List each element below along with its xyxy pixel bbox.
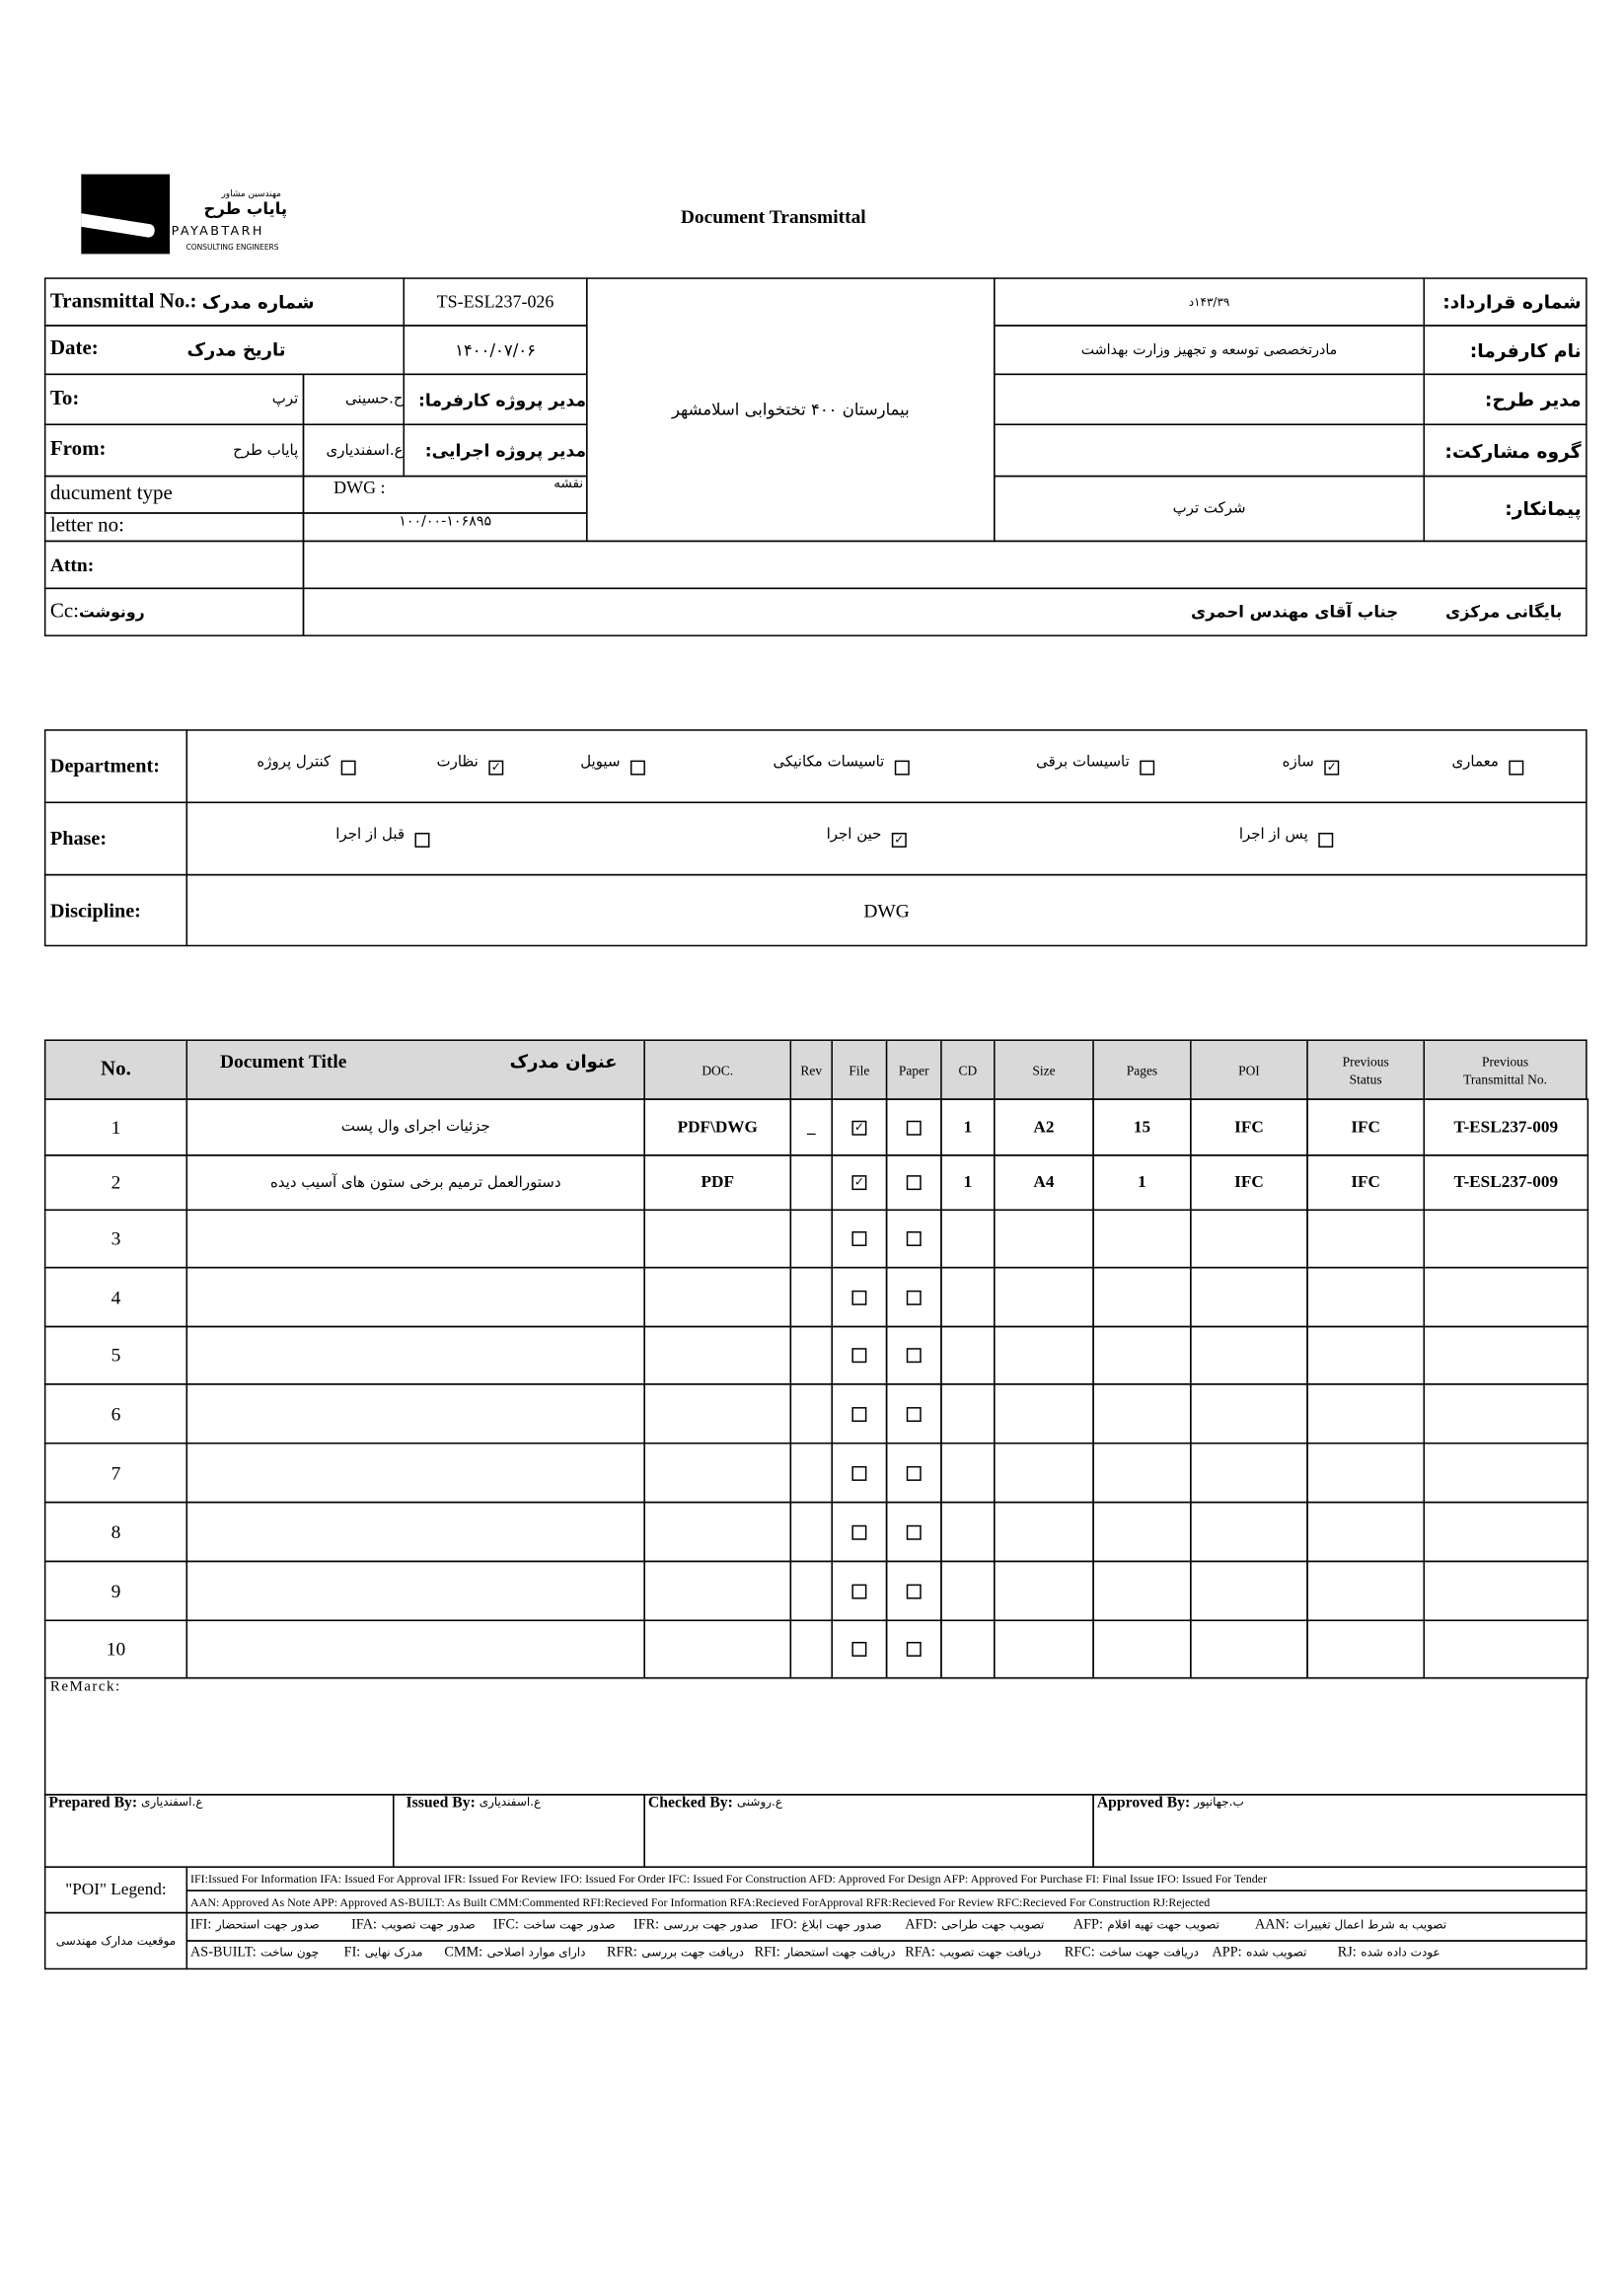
page-title: Document Transmittal: [680, 204, 866, 228]
cell-pages[interactable]: [1092, 1561, 1191, 1621]
cell-size[interactable]: A4: [994, 1154, 1094, 1211]
cell-cd[interactable]: [940, 1620, 995, 1679]
checkbox[interactable]: [851, 1524, 866, 1539]
cell-size[interactable]: [994, 1383, 1094, 1444]
poi-legend-label: "POI" Legend:: [44, 1866, 187, 1913]
cell-poi[interactable]: [1190, 1267, 1308, 1327]
option-label: قبل از اجرا: [335, 826, 406, 844]
cell-poi[interactable]: IFC: [1190, 1098, 1308, 1155]
issued-by: Issued By: ع.اسفندیاری: [393, 1794, 645, 1868]
cell-paper: [886, 1620, 942, 1679]
cell-cd[interactable]: [940, 1267, 995, 1327]
legend-text: صدور جهت استحضار: [215, 1917, 320, 1932]
prepared-by: Prepared By: ع.اسفندیاری: [44, 1794, 395, 1868]
contractor-label: پیمانکار:: [1424, 476, 1587, 542]
cell-poi[interactable]: [1190, 1561, 1308, 1621]
checkbox[interactable]: [851, 1465, 866, 1480]
checkbox[interactable]: [341, 761, 356, 776]
cell-prev-no[interactable]: [1424, 1210, 1589, 1269]
cell-size[interactable]: [994, 1443, 1094, 1503]
transmittal-no-value: TS-ESL237-026: [404, 277, 588, 326]
logo-mark-icon: [81, 175, 170, 255]
cell-prev-no[interactable]: T-ESL237-009: [1424, 1154, 1589, 1211]
checkbox[interactable]: [907, 1348, 922, 1363]
contractor-value: شرکت ترپ: [994, 476, 1425, 542]
approved-by: Approved By: ب.جهانپور: [1092, 1794, 1587, 1868]
cell-no: 10: [44, 1620, 187, 1679]
cell-pages[interactable]: [1092, 1383, 1191, 1444]
project-name: بیمارستان ۴۰۰ تختخوابی اسلامشهر: [586, 277, 996, 542]
legend-text: دریافت جهت تصویب: [939, 1946, 1042, 1960]
legend-text: تصویب به شرط اعمال تغییرات: [1293, 1917, 1447, 1932]
cell-doc[interactable]: [643, 1443, 791, 1503]
cell-paper: [886, 1154, 942, 1211]
cell-cd[interactable]: [940, 1326, 995, 1385]
cell-pages[interactable]: [1092, 1210, 1191, 1269]
cell-no: 6: [44, 1383, 187, 1444]
department-label: Department:: [44, 729, 187, 803]
cell-prev-no[interactable]: [1424, 1561, 1589, 1621]
legend-code: IFR:: [632, 1917, 660, 1933]
to-person: ح.حسینی: [303, 374, 405, 425]
option-label: سیویل: [580, 754, 621, 772]
checkbox[interactable]: ✓: [851, 1175, 866, 1190]
cell-file: [831, 1383, 887, 1444]
cell-size[interactable]: [994, 1267, 1094, 1327]
project-manager-value: [994, 374, 1425, 425]
cell-title[interactable]: [186, 1210, 645, 1269]
cell-prev-status[interactable]: [1306, 1326, 1425, 1385]
cell-title[interactable]: دستورالعمل ترمیم برخی ستون های آسیب دیده: [186, 1154, 645, 1211]
cell-cd[interactable]: 1: [940, 1154, 995, 1211]
cell-no: 5: [44, 1326, 187, 1385]
cell-title[interactable]: [186, 1443, 645, 1503]
header-paper: Paper: [886, 1039, 942, 1099]
checkbox[interactable]: [907, 1120, 922, 1135]
cell-rev[interactable]: [790, 1267, 833, 1327]
legend-entry: [771, 1918, 882, 1933]
cell-prev-status[interactable]: [1306, 1383, 1425, 1444]
checkbox[interactable]: ✓: [851, 1120, 866, 1135]
cell-poi[interactable]: [1190, 1443, 1308, 1503]
cell-file: [831, 1326, 887, 1385]
option-label: پس از اجرا: [1238, 826, 1308, 844]
header-pages: Pages: [1092, 1039, 1191, 1099]
cell-rev[interactable]: [790, 1326, 833, 1385]
discipline-label: Discipline:: [44, 874, 187, 946]
cell-doc[interactable]: [643, 1502, 791, 1562]
cell-prev-no[interactable]: [1424, 1326, 1589, 1385]
cell-title[interactable]: [186, 1383, 645, 1444]
checkbox[interactable]: [851, 1348, 866, 1363]
cell-prev-status[interactable]: IFC: [1306, 1098, 1425, 1155]
partner-group-label: گروه مشارکت:: [1424, 423, 1587, 477]
header-previous-transmittal-no: Previous Transmittal No.: [1424, 1039, 1587, 1099]
checkbox[interactable]: [907, 1584, 922, 1598]
partner-group-value: [994, 423, 1425, 477]
document-type-value: DWG : نقشه: [303, 476, 588, 514]
header-rev: Rev: [790, 1039, 833, 1099]
cell-doc[interactable]: [643, 1561, 791, 1621]
legend-code: IFO:: [771, 1917, 797, 1933]
cell-poi[interactable]: [1190, 1383, 1308, 1444]
cell-prev-no[interactable]: [1424, 1620, 1589, 1679]
checkbox[interactable]: [851, 1584, 866, 1598]
cell-poi[interactable]: [1190, 1502, 1308, 1562]
cell-prev-status[interactable]: [1306, 1502, 1425, 1562]
legend-entry: [1065, 1946, 1199, 1961]
checked-by: Checked By: ع.روشنی: [643, 1794, 1093, 1868]
from-label: From: پایاب طرح: [44, 423, 304, 477]
logo-fa-top: مهندسین مشاور: [221, 188, 281, 200]
cell-title[interactable]: [186, 1267, 645, 1327]
checkbox[interactable]: [907, 1290, 922, 1304]
cell-doc[interactable]: [643, 1210, 791, 1269]
from-value: پایاب طرح: [233, 442, 299, 459]
cell-cd[interactable]: [940, 1443, 995, 1503]
legend-entry: [493, 1918, 616, 1933]
legend-code: AFP:: [1072, 1917, 1103, 1933]
cell-cd[interactable]: [940, 1561, 995, 1621]
checkbox[interactable]: [907, 1465, 922, 1480]
cell-doc[interactable]: PDF\DWG: [643, 1098, 791, 1155]
cell-cd[interactable]: 1: [940, 1098, 995, 1155]
cell-rev[interactable]: [790, 1443, 833, 1503]
legend-entry: [351, 1918, 476, 1933]
cell-paper: [886, 1267, 942, 1327]
legend-entry: [1213, 1946, 1307, 1961]
cell-file: [831, 1443, 887, 1503]
letter-no-value: ۱۰۰/۰۰-۱۰۶۸۹۵: [303, 512, 588, 542]
legend-entry: [344, 1946, 423, 1961]
checkbox[interactable]: [851, 1406, 866, 1421]
checkbox[interactable]: ✓: [892, 833, 907, 848]
cell-file: [831, 1620, 887, 1679]
cell-pages[interactable]: [1092, 1502, 1191, 1562]
cell-paper: [886, 1443, 942, 1503]
cell-paper: [886, 1502, 942, 1562]
cell-pages[interactable]: [1092, 1326, 1191, 1385]
header-file: File: [831, 1039, 887, 1099]
legend-text: تصویب جهت تهیه اقلام: [1107, 1917, 1219, 1932]
legend-code: AAN:: [1254, 1917, 1290, 1933]
cell-title[interactable]: [186, 1502, 645, 1562]
cell-rev[interactable]: [790, 1154, 833, 1211]
header-size: Size: [994, 1039, 1094, 1099]
cell-poi[interactable]: [1190, 1326, 1308, 1385]
legend-entry: [444, 1946, 585, 1961]
cell-no: 3: [44, 1210, 187, 1269]
cell-size[interactable]: [994, 1561, 1094, 1621]
legend-code: IFI:: [190, 1917, 212, 1933]
legend-code: RFR:: [607, 1946, 637, 1962]
header-poi: POI: [1190, 1039, 1308, 1099]
phase-label: Phase:: [44, 802, 187, 876]
legend-entry: [190, 1918, 320, 1933]
cell-cd[interactable]: [940, 1502, 995, 1562]
checkbox[interactable]: [907, 1406, 922, 1421]
logo-en-name: PAYABTARH: [171, 224, 264, 240]
to-value: ترپ: [271, 391, 299, 408]
cell-paper: [886, 1561, 942, 1621]
cell-size[interactable]: [994, 1210, 1094, 1269]
checkbox[interactable]: ✓: [1324, 761, 1339, 776]
legend-line-2: AAN: Approved As Note APP: Approved AS-BUILT: As Built CMM:Commented RFI:Recieved For Information RFA:Recieved ForApproval RFR:Recieved For Review RFC:Recieved For Construction RJ:Rejected: [186, 1889, 1587, 1913]
cell-rev[interactable]: [790, 1502, 833, 1562]
cell-file: [831, 1210, 887, 1269]
cell-prev-no[interactable]: [1424, 1443, 1589, 1503]
legend-text: تصویب شده: [1246, 1946, 1307, 1960]
legend-text: تصویب جهت طراحی: [941, 1917, 1045, 1932]
legend-text: مدرک نهایی: [364, 1946, 423, 1960]
cell-no: 7: [44, 1443, 187, 1503]
checkbox[interactable]: [851, 1231, 866, 1246]
legend-entry: [607, 1946, 744, 1961]
to-role-label: مدیر پروژه کارفرما:: [404, 374, 588, 425]
option-label: کنترل پروژه: [257, 754, 332, 772]
legend-code: RFA:: [905, 1946, 935, 1962]
cell-rev[interactable]: [790, 1561, 833, 1621]
cc-value: [303, 588, 1587, 636]
cell-pages[interactable]: [1092, 1443, 1191, 1503]
cell-rev[interactable]: _: [790, 1098, 833, 1155]
cell-doc[interactable]: [643, 1326, 791, 1385]
cell-file: [831, 1502, 887, 1562]
legend-text: دریافت جهت بررسی: [641, 1946, 744, 1960]
cell-prev-status[interactable]: [1306, 1620, 1425, 1679]
cell-no: 2: [44, 1154, 187, 1211]
legend-text: صدور جهت بررسی: [663, 1917, 759, 1932]
checkbox[interactable]: [1318, 833, 1333, 848]
checkbox[interactable]: [851, 1642, 866, 1657]
legend-entry: [755, 1946, 896, 1961]
logo-fa-name: پایاب طرح: [203, 199, 288, 219]
logo-en-sub: CONSULTING ENGINEERS: [185, 243, 279, 253]
legend-line-1: IFI:Issued For Information IFA: Issued For Approval IFR: Issued For Review IFO: Issued For Order IFC: Issued For Construction AFD: Approved For Design AFP: Approved For Purchase FI: Final Issue IFO: Issued For Tender: [186, 1866, 1587, 1890]
cell-doc[interactable]: [643, 1267, 791, 1327]
cell-prev-status[interactable]: [1306, 1267, 1425, 1327]
client-label: نام کارفرما:: [1424, 325, 1587, 375]
checkbox[interactable]: [907, 1642, 922, 1657]
cc-archive: بایگانی مرکزی: [1444, 602, 1563, 622]
cell-title[interactable]: [186, 1561, 645, 1621]
cell-poi[interactable]: IFC: [1190, 1154, 1308, 1211]
cell-prev-status[interactable]: IFC: [1306, 1154, 1425, 1211]
from-role-label: مدیر پروژه اجرایی:: [404, 423, 588, 477]
cell-paper: [886, 1210, 942, 1269]
cell-file: [831, 1154, 887, 1211]
cell-doc[interactable]: PDF: [643, 1154, 791, 1211]
checkbox[interactable]: ✓: [488, 761, 503, 776]
cell-prev-no[interactable]: [1424, 1502, 1589, 1562]
cell-pages[interactable]: [1092, 1620, 1191, 1679]
checkbox[interactable]: [630, 761, 645, 776]
cell-doc[interactable]: [643, 1383, 791, 1444]
legend-entry: [1073, 1918, 1219, 1933]
remark-box[interactable]: [44, 1677, 1587, 1796]
cell-pages[interactable]: 15: [1092, 1098, 1191, 1155]
option-label: تاسیسات برقی: [1036, 754, 1130, 772]
date-label: Date: تاریخ مدرک: [44, 325, 405, 375]
cell-poi[interactable]: [1190, 1620, 1308, 1679]
attn-label: Attn:: [44, 541, 304, 589]
option-label: نظارت: [436, 754, 479, 772]
legend-text: عودت داده شده: [1361, 1946, 1440, 1960]
cell-no: 1: [44, 1098, 187, 1155]
legend-entry: [905, 1918, 1044, 1933]
phase-options: [186, 802, 1587, 876]
legend-code: IFC:: [492, 1917, 519, 1933]
cell-prev-no[interactable]: [1424, 1267, 1589, 1327]
header-doc: DOC.: [643, 1039, 791, 1099]
checkbox[interactable]: [1140, 761, 1154, 776]
date-value: ۱۴۰۰/۰۷/۰۶: [404, 325, 588, 375]
legend-text: صدور جهت ابلاغ: [801, 1917, 882, 1932]
cell-rev[interactable]: [790, 1620, 833, 1679]
legend-code: AFD:: [905, 1917, 937, 1933]
from-person: ع.اسفندیاری: [303, 423, 405, 477]
discipline-value: DWG: [186, 874, 1587, 946]
legend-code: FI:: [343, 1946, 361, 1962]
header-no: No.: [44, 1039, 187, 1099]
legend-text: صدور جهت ساخت: [523, 1917, 616, 1932]
cell-paper: [886, 1098, 942, 1155]
legend-code: CMM:: [444, 1946, 483, 1962]
to-label: To: ترپ: [44, 374, 304, 425]
cell-prev-status[interactable]: [1306, 1561, 1425, 1621]
header-title: Document Title عنوان مدرک: [186, 1039, 645, 1099]
client-value: مادرتخصصی توسعه و تجهیز وزارت بهداشت: [994, 325, 1425, 375]
legend-fa-label: موقعیت مدارک مهندسی: [44, 1912, 187, 1969]
checkbox[interactable]: [907, 1524, 922, 1539]
cell-prev-status[interactable]: [1306, 1210, 1425, 1269]
legend-line-3: [186, 1912, 1587, 1942]
legend-entry: [905, 1946, 1041, 1961]
cell-size[interactable]: [994, 1620, 1094, 1679]
cell-size[interactable]: [994, 1502, 1094, 1562]
cell-file: [831, 1561, 887, 1621]
cell-prev-no[interactable]: [1424, 1383, 1589, 1444]
legend-text: دارای موارد اصلاحی: [486, 1946, 586, 1960]
cc-person: جناب آقای مهندس احمری: [1191, 602, 1399, 622]
remark-label: ReMarck:: [49, 1678, 121, 1695]
document-type-label: ducument type: [44, 476, 304, 514]
cell-cd[interactable]: [940, 1210, 995, 1269]
cell-pages[interactable]: [1092, 1267, 1191, 1327]
legend-code: AS-BUILT:: [190, 1946, 257, 1962]
checkbox[interactable]: [895, 761, 910, 776]
legend-code: APP:: [1212, 1946, 1242, 1962]
cell-title[interactable]: جزئیات اجرای وال پست: [186, 1098, 645, 1155]
legend-text: صدور جهت تصویب: [381, 1917, 476, 1932]
header-cd: CD: [940, 1039, 995, 1099]
cell-no: 8: [44, 1502, 187, 1562]
legend-entry: [1255, 1918, 1446, 1933]
cell-paper: [886, 1326, 942, 1385]
cell-cd[interactable]: [940, 1383, 995, 1444]
cc-label: Cc: رونوشت: [44, 588, 304, 636]
cell-file: [831, 1098, 887, 1155]
option-label: سازه: [1282, 754, 1314, 772]
legend-text: چون ساخت: [260, 1946, 320, 1960]
cell-title[interactable]: [186, 1620, 645, 1679]
cell-doc[interactable]: [643, 1620, 791, 1679]
attn-value: [303, 541, 1587, 589]
cell-pages[interactable]: 1: [1092, 1154, 1191, 1211]
checkbox[interactable]: [1509, 761, 1523, 776]
cell-file: [831, 1267, 887, 1327]
legend-code: RFI:: [754, 1946, 780, 1962]
checkbox[interactable]: [851, 1290, 866, 1304]
transmittal-no-label: Transmittal No.: شماره مدرک: [44, 277, 405, 326]
cell-poi[interactable]: [1190, 1210, 1308, 1269]
option-label: تاسیسات مکانیکی: [773, 754, 885, 772]
cell-paper: [886, 1383, 942, 1444]
cell-no: 4: [44, 1267, 187, 1327]
cell-rev[interactable]: [790, 1210, 833, 1269]
cell-title[interactable]: [186, 1326, 645, 1385]
legend-code: RFC:: [1064, 1946, 1095, 1962]
cell-no: 9: [44, 1561, 187, 1621]
legend-entry: [190, 1946, 319, 1961]
legend-entry: [633, 1918, 759, 1933]
legend-text: دریافت جهت ساخت: [1099, 1946, 1199, 1960]
contract-no-label: شماره قرارداد:: [1424, 277, 1587, 326]
cell-rev[interactable]: [790, 1383, 833, 1444]
checkbox[interactable]: [414, 833, 429, 848]
checkbox[interactable]: [907, 1175, 922, 1190]
cell-size[interactable]: [994, 1326, 1094, 1385]
option-label: حین اجرا: [826, 826, 882, 844]
checkbox[interactable]: [907, 1231, 922, 1246]
department-options: [186, 729, 1587, 803]
header-previous-status: Previous Status: [1306, 1039, 1425, 1099]
option-label: معماری: [1451, 754, 1499, 772]
legend-text: دریافت جهت استحضار: [784, 1946, 896, 1960]
cell-prev-status[interactable]: [1306, 1443, 1425, 1503]
legend-code: RJ:: [1337, 1946, 1357, 1962]
legend-entry: [1338, 1946, 1440, 1961]
legend-code: IFA:: [351, 1917, 377, 1933]
cell-size[interactable]: A2: [994, 1098, 1094, 1155]
letter-no-label: letter no:: [44, 512, 304, 542]
legend-line-4: [186, 1940, 1587, 1969]
contract-no-value: د۱۴۳/۳۹: [994, 277, 1425, 326]
cell-prev-no[interactable]: T-ESL237-009: [1424, 1098, 1589, 1155]
project-manager-label: مدیر طرح:: [1424, 374, 1587, 425]
